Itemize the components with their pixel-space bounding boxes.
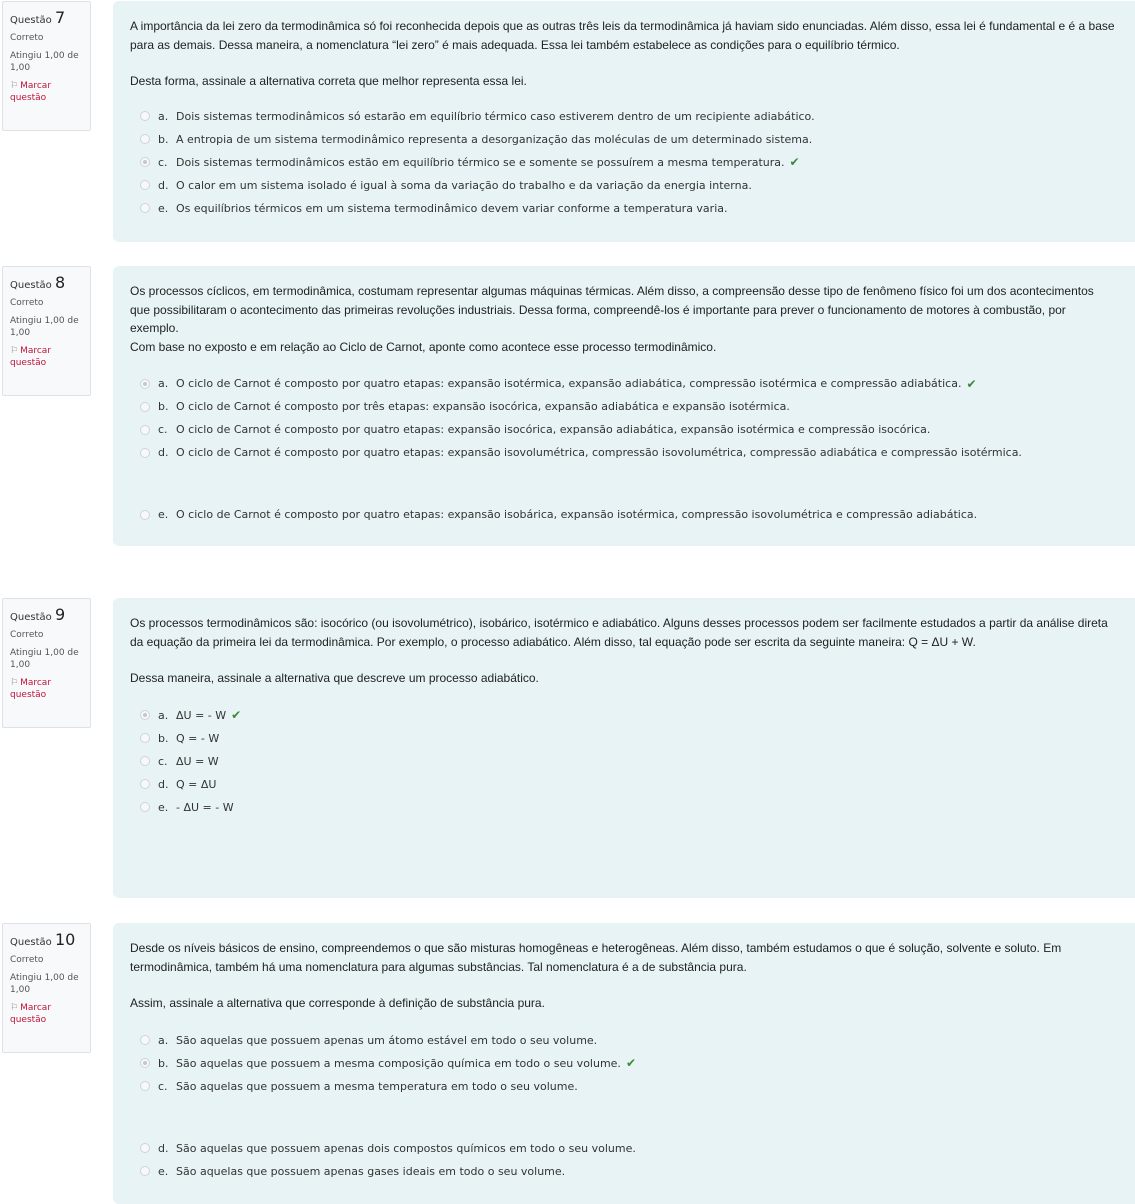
option-text: Q = ΔU	[176, 777, 217, 791]
flag-label-1: Marcar	[20, 678, 52, 688]
question-info	[2, 1, 91, 131]
option-text: Dois sistemas termodinâmicos estão em equilíbrio térmico se e somente se possuírem a mesma temperatura.	[176, 155, 785, 169]
option-letter: c.	[158, 155, 168, 169]
question-prompt: Com base no exposto e em relação ao Ciclo de Carnot, aponte como acontece esse processo termodinâmico.	[130, 339, 717, 354]
answer-option-b[interactable]	[130, 395, 1135, 418]
question-number: 8	[54, 273, 66, 292]
question-number-line	[10, 273, 83, 292]
answer-option-c[interactable]	[130, 750, 1135, 773]
answer-option-e[interactable]	[130, 796, 1135, 819]
option-text: São aquelas que possuem a mesma temperatura em todo o seu volume.	[176, 1079, 578, 1093]
question-prefix: Questão	[10, 937, 52, 948]
question-grade	[10, 647, 83, 671]
question-number: 10	[54, 930, 76, 949]
radio-button[interactable]	[140, 1166, 150, 1176]
radio-button[interactable]	[140, 756, 150, 766]
option-text: - ΔU = - W	[176, 800, 234, 814]
radio-button-selected[interactable]	[140, 710, 150, 720]
question-state: Correto	[10, 955, 44, 965]
question-number-line	[10, 8, 83, 27]
radio-button[interactable]	[140, 1081, 150, 1091]
question-number-line	[10, 930, 83, 949]
answer-options	[130, 1029, 1135, 1183]
answer-options	[130, 372, 1135, 526]
answer-option-d[interactable]	[130, 174, 1135, 197]
question-grade	[10, 50, 83, 74]
answer-options	[130, 105, 1135, 220]
question-number-line	[10, 605, 83, 624]
grade-line-1: Atingiu 1,00 de	[10, 973, 79, 983]
option-text: Dois sistemas termodinâmicos só estarão em equilíbrio térmico caso estiverem dentro de um recipiente adiabático.	[176, 109, 815, 123]
radio-button[interactable]	[140, 134, 150, 144]
option-letter: a.	[158, 109, 169, 123]
option-letter: c.	[158, 1079, 168, 1093]
answer-option-c[interactable]	[130, 418, 1135, 441]
flag-label-2: questão	[10, 93, 47, 103]
option-letter: c.	[158, 423, 168, 436]
option-text: O calor em um sistema isolado é igual à soma da variação do trabalho e da variação da energia interna.	[176, 178, 752, 192]
option-letter: e.	[158, 201, 169, 215]
question-text	[130, 282, 1135, 356]
question-prompt: Dessa maneira, assinale a alternativa que descreve um processo adiabático.	[130, 671, 539, 685]
question-prefix: Questão	[10, 612, 52, 623]
flag-question-link[interactable]	[10, 80, 83, 104]
radio-button-selected[interactable]	[140, 1058, 150, 1068]
question-info	[2, 598, 91, 728]
option-letter: b.	[158, 132, 169, 146]
option-letter: d.	[158, 1141, 169, 1155]
flag-label-2: questão	[10, 690, 47, 700]
option-text: Q = - W	[176, 731, 220, 745]
option-letter: c.	[158, 754, 168, 768]
flag-label-1: Marcar	[20, 1003, 52, 1013]
question-grade	[10, 315, 83, 339]
grade-line-1: Atingiu 1,00 de	[10, 316, 79, 326]
question-content	[113, 1, 1135, 242]
question-info	[2, 923, 91, 1053]
check-icon: ✔	[231, 708, 242, 722]
answer-option-a[interactable]	[130, 372, 1135, 395]
question-text	[130, 939, 1135, 1013]
flag-label-1: Marcar	[20, 81, 52, 91]
question-state: Correto	[10, 630, 44, 640]
answer-option-b[interactable]	[130, 128, 1135, 151]
radio-button[interactable]	[140, 180, 150, 190]
question-prefix: Questão	[10, 15, 52, 26]
option-letter: e.	[158, 800, 169, 814]
option-letter: e.	[158, 508, 169, 521]
flag-icon: ⚐	[10, 678, 19, 688]
grade-line-2: 1,00	[10, 985, 31, 995]
answer-option-a[interactable]	[130, 704, 1135, 727]
flag-label-1: Marcar	[20, 346, 52, 356]
question-paragraph: Os processos cíclicos, em termodinâmica, costumam representar algumas máquinas térmicas. Além disso, a compreensão desse tipo de fenômeno físico foi um dos acontecimentos que possibilitaram o acontecimento das primeiras revoluções industriais. Dessa forma, compreendê-los é importante para prever o funcionamento de motores à combustão, por exemplo.	[130, 284, 1094, 335]
check-icon: ✔	[625, 1056, 636, 1070]
question-number: 9	[54, 605, 66, 624]
option-letter: a.	[158, 377, 169, 390]
radio-button[interactable]	[140, 733, 150, 743]
question-content	[113, 598, 1135, 898]
question-content	[113, 923, 1135, 1204]
flag-question-link[interactable]	[10, 677, 83, 701]
grade-line-2: 1,00	[10, 328, 31, 338]
question-number: 7	[54, 8, 66, 27]
question-prefix: Questão	[10, 280, 52, 291]
option-text: ΔU = W	[176, 754, 219, 768]
question-content	[113, 266, 1135, 546]
answer-options	[130, 704, 1135, 819]
option-text: A entropia de um sistema termodinâmico representa a desorganização das moléculas de um determinado sistema.	[176, 132, 813, 146]
option-letter: a.	[158, 1033, 169, 1047]
option-letter: e.	[158, 1164, 169, 1178]
option-text: São aquelas que possuem a mesma composição química em todo o seu volume.	[176, 1056, 621, 1070]
radio-button[interactable]	[140, 203, 150, 213]
question-prompt: Assim, assinale a alternativa que corresponde à definição de substância pura.	[130, 996, 545, 1010]
question-info	[2, 266, 91, 396]
option-text: O ciclo de Carnot é composto por quatro etapas: expansão isocórica, expansão adiabática, expansão isotérmica e compressão isocórica.	[176, 423, 931, 436]
option-text: Os equilíbrios térmicos em um sistema termodinâmico devem variar conforme a temperatura varia.	[176, 201, 728, 215]
option-text: O ciclo de Carnot é composto por quatro etapas: expansão isotérmica, expansão adiabática, compressão isotérmica e compressão adiabática.	[176, 377, 962, 390]
flag-label-2: questão	[10, 358, 47, 368]
option-letter: b.	[158, 1056, 169, 1070]
option-text: São aquelas que possuem apenas um átomo estável em todo o seu volume.	[176, 1033, 598, 1047]
option-text: O ciclo de Carnot é composto por quatro etapas: expansão isobárica, expansão isotérmica, compressão isovolumétrica e compressão adiabática.	[176, 508, 978, 521]
option-text: ΔU = - W	[176, 708, 227, 722]
radio-button-selected[interactable]	[140, 157, 150, 167]
question-paragraph: A importância da lei zero da termodinâmica só foi reconhecida depois que as outras três leis da termodinâmica já haviam sido enunciadas. Além disso, essa lei é fundamental e é a base para as demais. Dessa maneira, a nomenclatura “lei zero” é mais adequada. Essa lei também estabelece as condições para o equilíbrio térmico.	[130, 19, 1115, 52]
radio-button[interactable]	[140, 402, 150, 412]
radio-button[interactable]	[140, 510, 150, 520]
answer-option-c[interactable]	[130, 151, 1135, 174]
flag-question-link[interactable]	[10, 345, 83, 369]
answer-option-b[interactable]	[130, 1052, 1135, 1075]
question-paragraph: Desde os níveis básicos de ensino, compreendemos o que são misturas homogêneas e heterogêneas. Além disso, também estudamos o que é solução, solvente e soluto. Em termodinâmica, também há uma nomenclatura para algumas substâncias. Tal nomenclatura é a de substância pura.	[130, 941, 1062, 974]
option-text: O ciclo de Carnot é composto por quatro etapas: expansão isovolumétrica, compressão isovolumétrica, compressão adiabática e compressão isotérmica.	[176, 446, 1022, 459]
grade-line-2: 1,00	[10, 660, 31, 670]
answer-option-e[interactable]	[130, 1160, 1135, 1183]
question-state: Correto	[10, 298, 44, 308]
radio-button[interactable]	[140, 802, 150, 812]
flag-icon: ⚐	[10, 346, 19, 356]
question-prompt: Desta forma, assinale a alternativa correta que melhor representa essa lei.	[130, 74, 527, 88]
question-text	[130, 614, 1135, 688]
option-text: São aquelas que possuem apenas gases ideais em todo o seu volume.	[176, 1164, 566, 1178]
option-letter: a.	[158, 708, 169, 722]
option-text: São aquelas que possuem apenas dois compostos químicos em todo o seu volume.	[176, 1141, 636, 1155]
answer-option-e[interactable]	[130, 503, 1135, 526]
answer-option-e[interactable]	[130, 197, 1135, 220]
flag-question-link[interactable]	[10, 1002, 83, 1026]
radio-button[interactable]	[140, 111, 150, 121]
grade-line-1: Atingiu 1,00 de	[10, 51, 79, 61]
flag-icon: ⚐	[10, 1003, 19, 1013]
check-icon: ✔	[789, 155, 800, 169]
radio-button-selected[interactable]	[140, 379, 150, 389]
option-letter: b.	[158, 400, 169, 413]
radio-button[interactable]	[140, 1035, 150, 1045]
flag-icon: ⚐	[10, 81, 19, 91]
radio-button[interactable]	[140, 1143, 150, 1153]
option-letter: d.	[158, 178, 169, 192]
option-letter: d.	[158, 777, 169, 791]
grade-line-2: 1,00	[10, 63, 31, 73]
answer-option-d[interactable]	[130, 773, 1135, 796]
answer-option-d[interactable]	[130, 1137, 1135, 1160]
grade-line-1: Atingiu 1,00 de	[10, 648, 79, 658]
answer-option-a[interactable]	[130, 105, 1135, 128]
option-text: O ciclo de Carnot é composto por três etapas: expansão isocórica, expansão adiabática e expansão isotérmica.	[176, 400, 790, 413]
radio-button[interactable]	[140, 425, 150, 435]
question-text	[130, 17, 1135, 91]
answer-option-a[interactable]	[130, 1029, 1135, 1052]
radio-button[interactable]	[140, 779, 150, 789]
option-letter: b.	[158, 731, 169, 745]
flag-label-2: questão	[10, 1015, 47, 1025]
question-state: Correto	[10, 33, 44, 43]
question-grade	[10, 972, 83, 996]
question-paragraph: Os processos termodinâmicos são: isocórico (ou isovolumétrico), isobárico, isotérmico e adiabático. Alguns desses processos podem ser facilmente estudados a partir da análise direta da equação da primeira lei da termodinâmica. Por exemplo, o processo adiabático. Além disso, tal equação pode ser escrita da seguinte maneira: Q = ΔU + W.	[130, 616, 1108, 649]
answer-option-d[interactable]	[130, 441, 1135, 464]
answer-option-b[interactable]	[130, 727, 1135, 750]
check-icon: ✔	[966, 376, 977, 391]
answer-option-c[interactable]	[130, 1075, 1135, 1098]
option-letter: d.	[158, 446, 169, 459]
radio-button[interactable]	[140, 448, 150, 458]
